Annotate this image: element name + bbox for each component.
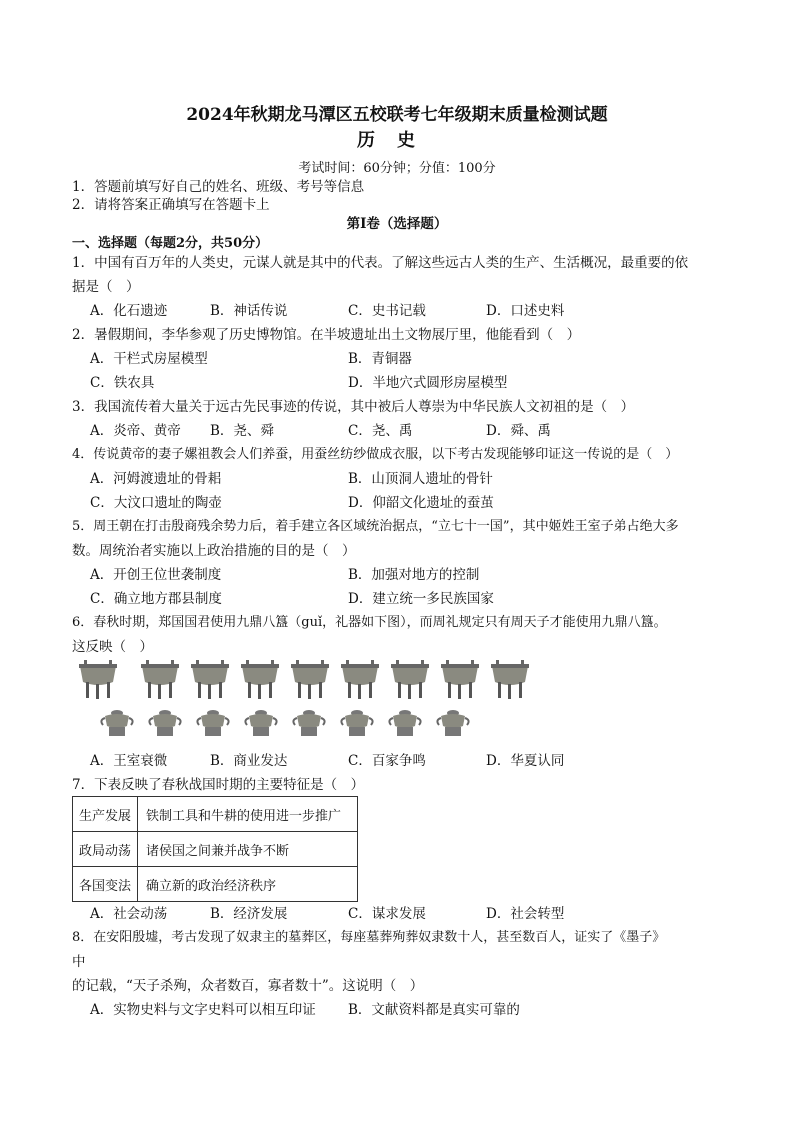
- q8-option-a: A．实物史料与文字史料可以相互印证: [90, 1002, 316, 1018]
- ding-vessel-icon: [438, 660, 482, 700]
- table-row: [73, 867, 358, 902]
- q6-option-d: D．华夏认同: [486, 753, 565, 769]
- q5-option-a: A．开创王位世袭制度: [90, 567, 222, 583]
- q6-option-c: C．百家争鸣: [348, 753, 426, 769]
- gui-vessel-icon: [98, 708, 136, 738]
- ding-vessel-icon: [388, 660, 432, 700]
- q4-stem: 4．传说黄帝的妻子嫘祖教会人们养蚕，用蚕丝纺纱做成衣服，以下考古发现能够印证这一传说的是（ ）: [72, 447, 679, 462]
- gui-vessel-icon: [146, 708, 184, 738]
- q2-stem: 2．暑假期间，李华参观了历史博物馆。在半坡遗址出土文物展厅里，他能看到（ ）: [72, 327, 581, 343]
- gui-vessel-icon: [290, 708, 328, 738]
- table-cell-key: 生产发展: [73, 797, 138, 832]
- q7-option-b: B．经济发展: [210, 906, 288, 922]
- q1-option-d: D．口述史料: [486, 303, 565, 319]
- gui-vessel-icon: [242, 708, 280, 738]
- note-1: 1．答题前填写好自己的姓名、班级、考号等信息: [72, 179, 365, 195]
- q2-option-a: A．干栏式房屋模型: [90, 351, 208, 367]
- ding-vessels-row: [76, 660, 532, 700]
- ding-vessel-icon: [288, 660, 332, 700]
- q1-option-b: B．神话传说: [210, 303, 288, 319]
- q4-option-a: A．河姆渡遗址的骨耜: [90, 471, 222, 487]
- q4-option-b: B．山顶洞人遗址的骨针: [348, 471, 493, 487]
- exam-title: 2024年秋期龙马潭区五校联考七年级期末质量检测试题: [186, 105, 608, 125]
- q1-stem-line1: 1．中国有百万年的人类史，元谋人就是其中的代表。了解这些远古人类的生产、生活概况，最重要的依: [72, 255, 689, 271]
- q7-option-a: A．社会动荡: [90, 906, 168, 922]
- ding-vessel-icon: [338, 660, 382, 700]
- q5-option-d: D．建立统一多民族国家: [348, 591, 494, 607]
- section-title: 第Ⅰ卷（选择题）: [346, 216, 448, 232]
- q2-option-d: D．半地穴式圆形房屋模型: [348, 375, 508, 391]
- q1-option-c: C．史书记载: [348, 303, 426, 319]
- ding-vessel-icon: [188, 660, 232, 700]
- q3-stem: 3．我国流传着大量关于远古先民事迹的传说，其中被后人尊崇为中华民族人文初祖的是（ ）: [72, 399, 635, 415]
- q6-option-b: B．商业发达: [210, 753, 288, 769]
- q2-option-b: B．青铜器: [348, 351, 412, 367]
- q2-option-c: C．铁农具: [90, 375, 155, 391]
- gui-vessels-row: [98, 708, 472, 738]
- gui-vessel-icon: [434, 708, 472, 738]
- q1-option-a: A．化石遗迹: [90, 303, 168, 319]
- table-row: [73, 832, 358, 867]
- q6-stem-line2: 这反映（ ）: [72, 639, 153, 655]
- q7-stem: 7．下表反映了春秋战国时期的主要特征是（ ）: [72, 777, 365, 793]
- exam-info: 考试时间：60分钟；分值：100分: [298, 161, 496, 176]
- table-cell-key: 各国变法: [73, 867, 138, 902]
- q4-option-d: D．仰韶文化遗址的蚕茧: [348, 495, 494, 511]
- q3-option-d: D．舜、禹: [486, 423, 551, 439]
- q3-option-c: C．尧、禹: [348, 423, 413, 439]
- q7-option-c: C．谋求发展: [348, 906, 426, 922]
- ding-vessel-icon: [238, 660, 282, 700]
- table-cell-value: 确立新的政治经济秩序: [138, 867, 358, 902]
- table-cell-value: 诸侯国之间兼并战争不断: [138, 832, 358, 867]
- q4-option-c: C．大汶口遗址的陶壶: [90, 495, 222, 511]
- q6-stem-line1: 6．春秋时期，郑国国君使用九鼎八簋（guǐ，礼器如下图），而周礼规定只有周天子才能使用九鼎八簋。: [72, 615, 667, 630]
- table-cell-value: 铁制工具和牛耕的使用进一步推广: [138, 797, 358, 832]
- ding-vessel-icon: [138, 660, 182, 700]
- q3-option-b: B．尧、舜: [210, 423, 274, 439]
- q8-option-b: B．文献资料都是真实可靠的: [348, 1002, 520, 1018]
- q8-stem-line2: 的记载，“天子杀殉，众者数百，寡者数十”。这说明（ ）: [72, 978, 424, 994]
- gui-vessel-icon: [338, 708, 376, 738]
- q5-option-b: B．加强对地方的控制: [348, 567, 480, 583]
- q5-stem-line1: 5．周王朝在打击殷商残余势力后，着手建立各区域统治据点，“立七十一国”，其中姬姓王室子弟占绝大多: [72, 519, 679, 534]
- table-cell-key: 政局动荡: [73, 832, 138, 867]
- q5-stem-line2: 数。周统治者实施以上政治措施的目的是（ ）: [72, 543, 356, 559]
- table-row: [73, 797, 358, 832]
- gui-vessel-icon: [386, 708, 424, 738]
- ding-vessel-icon: [76, 660, 120, 700]
- q6-option-a: A．王室衰微: [90, 753, 168, 769]
- subject-title: 历史: [357, 130, 437, 151]
- note-2: 2．请将答案正确填写在答题卡上: [72, 197, 270, 213]
- q7-feature-table: [72, 796, 358, 902]
- ding-vessel-icon: [488, 660, 532, 700]
- gui-vessel-icon: [194, 708, 232, 738]
- q8-stem-line1: 8．在安阳殷墟，考古发现了奴隶主的墓葬区，每座墓葬殉葬奴隶数十人，甚至数百人，证实了《墨子》: [72, 930, 666, 945]
- part-title: 一、选择题（每题2分，共50分）: [72, 236, 269, 251]
- q3-option-a: A．炎帝、黄帝: [90, 423, 181, 439]
- q5-option-c: C．确立地方郡县制度: [90, 591, 222, 607]
- q8-stem-line1b: 中: [72, 954, 86, 970]
- q1-stem-line2: 据是（ ）: [72, 279, 140, 295]
- q7-option-d: D．社会转型: [486, 906, 565, 922]
